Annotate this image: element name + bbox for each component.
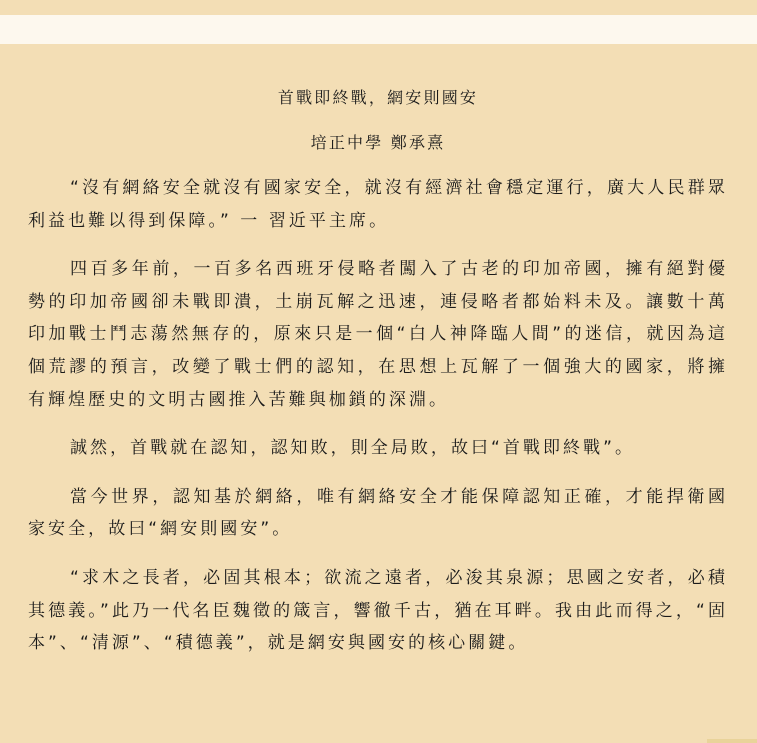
article-title: 首戰即終戰，網安則國安 <box>277 88 479 107</box>
paragraph-network: 當今世界，認知基於網絡，唯有網絡安全才能保障認知正確，才能捍衛國家安全，故曰“網安則國安”。 <box>28 486 728 540</box>
article <box>28 84 728 660</box>
paragraph-inca: 四百多年前，一百多名西班牙侵略者闖入了古老的印加帝國，擁有絕對優勢的印加帝國卻未戰即潰，土崩瓦解之迅速，連侵略者都始料未及。讓數十萬印加戰士鬥志蕩然無存的，原來只是一個“白人神降臨人間”的迷信，就因為這個荒謬的預言，改變了戰士們的認知，在思想上瓦解了一個強大的國家，將擁有輝煌歷史的文明古國推入苦難與枷鎖的深淵。 <box>28 259 728 410</box>
top-bar <box>0 15 757 44</box>
paragraph-cognition: 誠然，首戰就在認知，認知敗，則全局敗，故曰“首戰即終戰”。 <box>70 438 636 459</box>
article-author: 培正中學 鄭承熹 <box>310 133 446 152</box>
paragraph-conclusion: “求木之長者，必固其根本；欲流之遠者，必浚其泉源；思國之安者，必積其德義。”此乃一代名臣魏徵的箴言，響徹千古，猶在耳畔。我由此而得之，“固本”、“清源”、“積德義”，就是網安與國安的核心關鍵。 <box>28 567 728 654</box>
scroll-indicator <box>707 739 757 743</box>
paragraph-quote: “沒有網絡安全就沒有國家安全，就沒有經濟社會穩定運行，廣大人民群眾利益也難以得到保障。” 一 習近平主席。 <box>28 178 728 231</box>
